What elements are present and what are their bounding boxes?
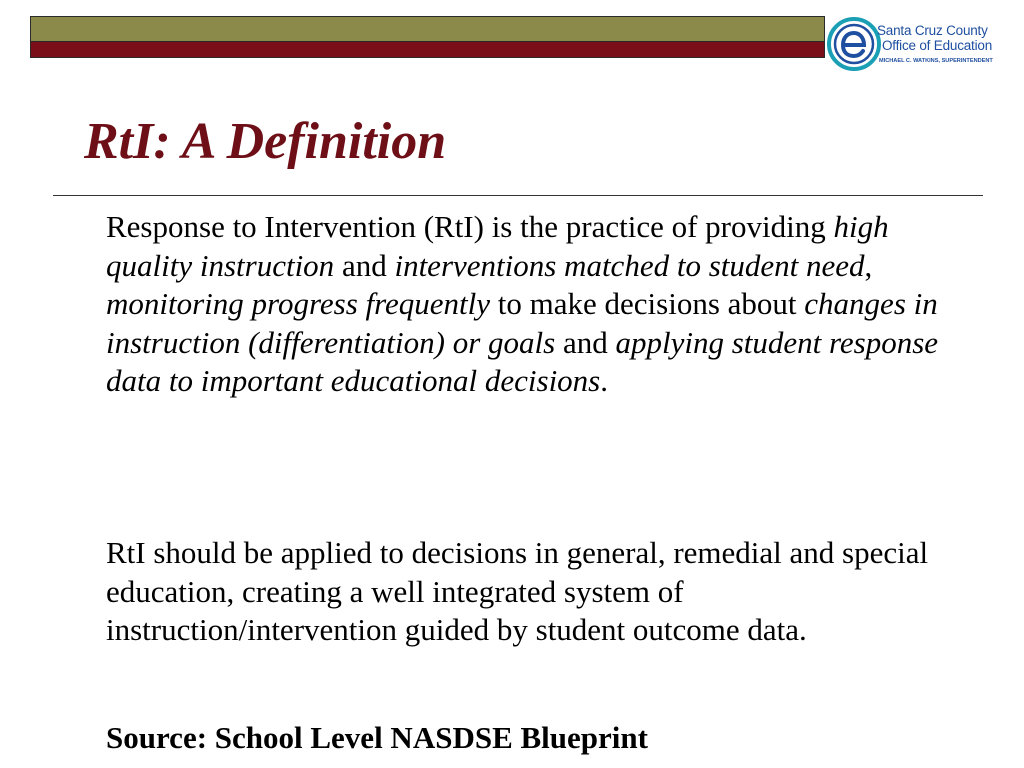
source-citation: Source: School Level NASDSE Blueprint bbox=[106, 720, 648, 755]
emphasis-run: changes in instruction (differentiation) or goals bbox=[106, 286, 938, 360]
logo-org-line1: Santa Cruz County bbox=[877, 23, 988, 38]
sccoe-logo bbox=[826, 14, 1016, 78]
logo-superintendent: MICHAEL C. WATKINS, SUPERINTENDENT bbox=[879, 58, 993, 64]
header-bar-maroon bbox=[30, 41, 825, 58]
text-run: and bbox=[555, 324, 616, 360]
header-bar-olive bbox=[30, 16, 825, 42]
emphasis-run: high quality instruction bbox=[106, 209, 889, 283]
title-divider bbox=[53, 195, 983, 196]
text-run: . bbox=[600, 363, 608, 398]
emphasis-run: monitoring progress frequently bbox=[106, 286, 491, 321]
text-run: and bbox=[334, 247, 395, 283]
e-circle-logo-icon bbox=[826, 14, 882, 78]
text-run: to make decisions about bbox=[490, 286, 805, 321]
logo-org-line2: Office of Education bbox=[882, 38, 993, 53]
emphasis-run: interventions matched to student need bbox=[394, 247, 865, 283]
text-run: , bbox=[864, 247, 873, 283]
emphasis-run: applying student response data to important educational decisions bbox=[106, 324, 939, 398]
definition-paragraph bbox=[106, 208, 946, 401]
slide-title: RtI: A Definition bbox=[84, 113, 447, 170]
text-run: Response to Intervention (RtI) is the practice of providing bbox=[106, 209, 834, 244]
application-paragraph: RtI should be applied to decisions in general, remedial and special education, creating a well integrated system of instruction/intervention guided by student outcome data. bbox=[106, 535, 929, 647]
